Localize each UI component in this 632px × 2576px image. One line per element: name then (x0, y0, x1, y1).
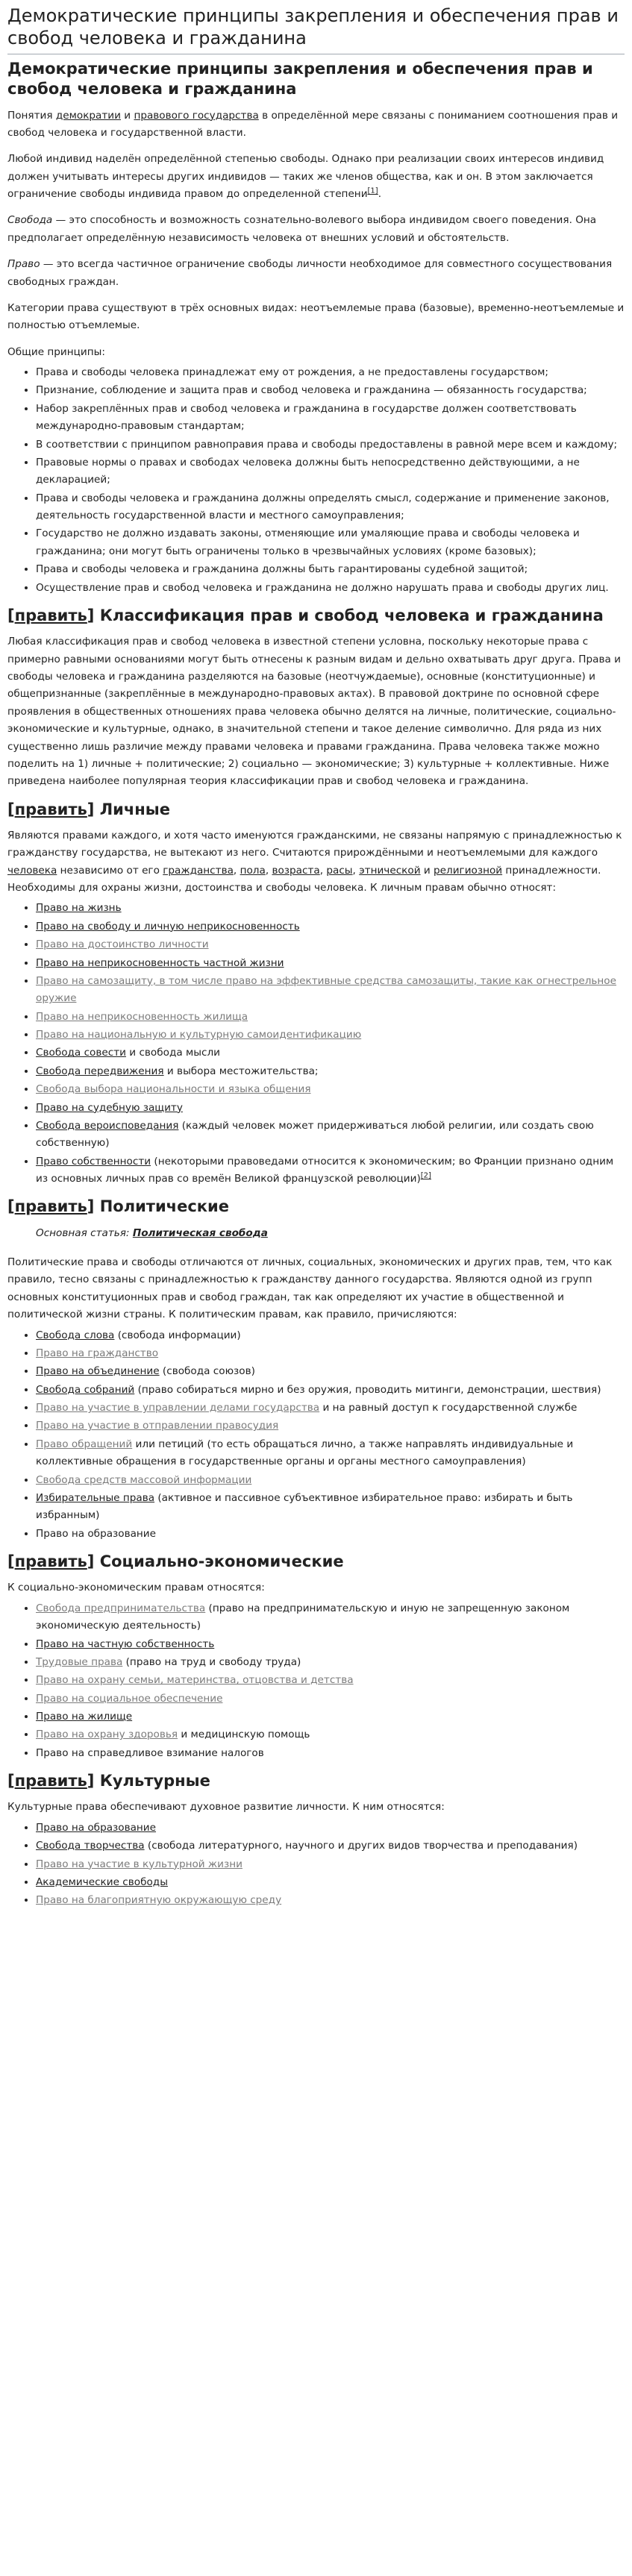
classification-heading (7, 606, 625, 626)
list-item (36, 1009, 625, 1026)
list-item-link[interactable]: Право на объединение (36, 1365, 160, 1378)
list-item-text: и медицинскую помощь (178, 1729, 310, 1741)
text: Являются правами каждого, и хотя часто именуются гражданскими, не связаны напрямую с принадлежностью к гражданству государства, не вытекают из него. Считаются прирождёнными и неотъемлемыми для каждого (7, 829, 622, 859)
heading-text: Классификация прав и свобод человека и гражданина (99, 606, 604, 624)
term-freedom: Свобода (7, 214, 53, 227)
reference-link-1[interactable]: [1] (367, 187, 378, 195)
list-item: • Признание, соблюдение и защита прав и свобод человека и гражданина — обязанность государства; (36, 382, 625, 399)
text: Любой индивид наделён определённой степенью свободы. Однако при реализации своих интересов индивид должен учитывать интересы других индивидов — таких же членов общества, как и он. В этом заключается ограничение свободы индивида правом до определенной степени (7, 153, 604, 201)
text: , (319, 864, 327, 877)
bracket: [ (7, 1552, 15, 1571)
heading-text: Социально-экономические (99, 1552, 344, 1571)
list-item: • В соответствии с принципом равноправия права и свободы предоставлены в равной мере всем и каждому; (36, 436, 625, 454)
list-item (36, 1081, 625, 1098)
list-item (36, 1400, 625, 1417)
text: , (265, 864, 272, 877)
list-item (36, 1382, 625, 1399)
link-political-freedom[interactable]: Политическая свобода (132, 1226, 268, 1239)
principles-list (7, 364, 625, 597)
bracket: [ (7, 606, 15, 624)
page-title: Демократические принципы закрепления и обеспечения прав и свобод человека и гражданина (7, 4, 625, 54)
list-item-link[interactable]: Право на достоинство личности (36, 938, 209, 951)
text: — это всегда частичное ограничение свободы личности необходимое для совместного сосуществования свободных граждан. (7, 258, 613, 288)
list-item-text: (активное и пассивное субъективное избирательное право: избирать и быть избранным) (36, 1491, 573, 1522)
list-item (36, 1708, 625, 1726)
list-item-link[interactable]: Право на благоприятную окружающую среду (36, 1894, 282, 1907)
text: независимо от его (57, 864, 163, 877)
list-item-link[interactable]: Право на участие в управлении делами государства (36, 1402, 320, 1414)
political-heading (7, 1197, 625, 1217)
intro-paragraph-2 (7, 151, 625, 203)
reference-link[interactable]: [2] (420, 1171, 431, 1180)
list-item (36, 1600, 625, 1635)
list-item: • Права и свободы человека и гражданина должны быть гарантированы судебной защитой; (36, 561, 625, 578)
list-item-text: (свобода информации) (114, 1329, 241, 1341)
list-item-link[interactable]: Право на жизнь (36, 902, 122, 915)
link-human[interactable]: человека (7, 864, 57, 877)
list-item (36, 1327, 625, 1344)
classification-paragraph: Любая классификация прав и свобод человека в известной степени условна, поскольку некоторые права с примерно равными основаниями могут быть отнесены к разным видам и дельно охватывать друг друга. Права и свободы человека и гражданина разделяются на базовые (неотчуждаемые), основные (конституционные) и общепризнанные (закреплённые в международно-правовых актах). В правовой доктрине по основной сфере проявления в общественных отношениях права человека обычно делятся на личные, политические, социально-экономические и культурные, однако, в значительной степени и такое деление символично. Для ряда из них существенно лишь различие между правами человека и правами гражданина. Права человека также можно поделить на 1) личные + политические; 2) социально — экономические; 3) культурные + коллективные. Ниже приведена наиболее популярная теория классификации прав и свобод человека и гражданина. (7, 636, 621, 788)
personal-paragraph (7, 827, 625, 897)
list-item-link[interactable]: Право на судебную защиту (36, 1101, 183, 1114)
bracket: [ (7, 800, 15, 818)
list-item (36, 1690, 625, 1708)
list-item (36, 1654, 625, 1671)
list-item (36, 900, 625, 917)
text: принадлежности. Необходимы для охраны жизни, достоинства и свободы человека. К личным правам обычно относят: (7, 864, 601, 894)
list-item-text: (право на предпринимательскую и иную не запрещенную законом экономическую деятельность) (36, 1602, 570, 1632)
list-item-link[interactable]: Право на охрану здоровья (36, 1729, 178, 1741)
text: и (420, 864, 434, 877)
list-item-text: Право на образование (36, 1527, 157, 1540)
list-item (36, 1726, 625, 1743)
list-item-link[interactable]: Право обращений (36, 1438, 133, 1450)
bracket: ] (87, 1197, 95, 1216)
intro-paragraph-4 (7, 256, 625, 291)
edit-link[interactable]: править (14, 1772, 87, 1790)
socioeconomic-heading (7, 1552, 625, 1572)
list-item-link[interactable]: Право на участие в культурной жизни (36, 1858, 243, 1870)
list-item-text: Право на справедливое взимание налогов (36, 1746, 264, 1759)
text: и (120, 109, 134, 122)
bracket: [ (7, 1772, 15, 1790)
list-item (36, 1672, 625, 1689)
list-item-text: (свобода литературного, научного и других видов творчества и преподавания) (144, 1840, 578, 1852)
heading-text: Политические (99, 1197, 230, 1216)
list-item (36, 1820, 625, 1837)
text: — это способность и возможность сознательно-волевого выбора индивидом своего поведения. Она предполагает определённую независимость человека от внешних условий и обстоятельств. (7, 214, 597, 244)
bracket: ] (87, 1552, 95, 1571)
hatnote (7, 1225, 625, 1242)
hatnote-prefix: Основная статья: (36, 1226, 133, 1239)
heading-text: Личные (99, 800, 171, 818)
link-sex[interactable]: пола (240, 864, 266, 877)
bracket: ] (87, 606, 95, 624)
list-item-link[interactable]: Право на самозащиту, в том числе право на эффективные средства самозащиты, такие как огнестрельное оружие (36, 974, 616, 1005)
edit-link[interactable]: править (14, 800, 87, 818)
edit-link[interactable]: править (14, 606, 87, 624)
intro-paragraph-5: Категории права существуют в трёх основных видах: неотъемлемые права (базовые), временно-неотъемлемые и полностью отъемлемые. (7, 301, 625, 332)
text: в определённой мере связаны с пониманием соотношения прав и свобод человека и государственной власти. (7, 109, 619, 139)
list-item-link[interactable]: Свобода собраний (36, 1383, 135, 1396)
list-item-text: (некоторыми правоведами относится к экономическим; во Франции признано одним из основных личных прав со времён Великой французской революции) (36, 1155, 614, 1185)
cultural-rights-list (7, 1820, 625, 1910)
list-item (36, 1837, 625, 1855)
list-item (36, 1027, 625, 1044)
list-item (36, 936, 625, 953)
intro-heading: Демократические принципы закрепления и обеспечения прав и свобод человека и гражданина (7, 60, 593, 98)
list-item-link[interactable]: Свобода творчества (36, 1840, 145, 1852)
list-item-link[interactable]: Право на образование (36, 1821, 157, 1834)
list-item-link[interactable]: Трудовые права (36, 1655, 123, 1668)
list-item: • Государство не должно издавать законы, отменяющие или умаляющие права и свободы человека и гражданина; они могут быть ограничены только в чрезвычайных условиях (кроме базовых); (36, 525, 625, 560)
list-item-link[interactable]: Право на жилище (36, 1711, 133, 1723)
list-item-link[interactable]: Избирательные права (36, 1491, 155, 1504)
edit-link[interactable]: править (14, 1197, 87, 1216)
list-item-text: (право собираться мирно и без оружия, проводить митинги, демонстрации, шествия) (134, 1383, 601, 1396)
list-item (36, 955, 625, 972)
list-item: • Правовые нормы о правах и свободах человека должны быть непосредственно действующими, а не декларацией; (36, 454, 625, 489)
link-citizenship[interactable]: гражданства (163, 864, 234, 877)
socioeconomic-paragraph: К социально-экономическим правам относятся: (7, 1582, 265, 1594)
list-item-link[interactable]: Свобода передвижения (36, 1065, 164, 1077)
list-item (36, 1417, 625, 1435)
link-democracy[interactable]: демократии (55, 109, 121, 122)
list-item: • Права и свободы человека принадлежат ему от рождения, а не предоставлены государством; (36, 364, 625, 381)
list-item (36, 1363, 625, 1380)
list-item: • Осуществление прав и свобод человека и гражданина не должно нарушать права и свободы других лиц. (36, 580, 625, 597)
intro-paragraph-6: Общие принципы: (7, 345, 105, 358)
list-item-text: (каждый человек может придерживаться любой религии, или создать свою собственную) (36, 1119, 594, 1150)
list-item-link[interactable]: Право на участие в отправлении правосудия (36, 1420, 279, 1432)
personal-heading (7, 800, 625, 820)
text: . (378, 188, 382, 201)
list-item (36, 1118, 625, 1153)
list-item-text: или петиций (то есть обращаться лично, а также направлять индивидуальные и коллективные обращения в государственные органы и органы местного самоуправления) (36, 1438, 574, 1468)
list-item: • Права и свободы человека и гражданина должны определять смысл, содержание и применение законов, деятельность государственной власти и местного самоуправления; (36, 490, 625, 525)
bracket: ] (87, 800, 95, 818)
list-item (36, 1436, 625, 1471)
list-item-link[interactable]: Свобода совести (36, 1047, 126, 1059)
list-item (36, 918, 625, 936)
list-item-link[interactable]: Право на неприкосновенность жилища (36, 1010, 248, 1023)
list-item (36, 1892, 625, 1909)
list-item (36, 1153, 625, 1188)
list-item (36, 1745, 625, 1762)
list-item-link[interactable]: Свобода предпринимательства (36, 1602, 206, 1614)
edit-link[interactable]: править (14, 1552, 87, 1571)
political-rights-list (7, 1327, 625, 1544)
list-item-link[interactable]: Право на социальное обеспечение (36, 1692, 223, 1705)
list-item-text: и свобода мысли (125, 1047, 220, 1059)
list-item-link[interactable]: Свобода средств массовой информации (36, 1473, 252, 1486)
heading-text: Культурные (99, 1772, 210, 1790)
term-right: Право (7, 258, 40, 271)
cultural-paragraph: Культурные права обеспечивают духовное развитие личности. К ним относятся: (7, 1801, 445, 1814)
bracket: [ (7, 1197, 15, 1216)
link-race[interactable]: расы (326, 864, 353, 877)
list-item-link[interactable]: Свобода выбора национальности и языка общения (36, 1083, 311, 1096)
list-item (36, 1345, 625, 1362)
list-item (36, 973, 625, 1008)
list-item-link[interactable]: Право на свободу и личную неприкосновенность (36, 920, 300, 933)
link-religious[interactable]: религиозной (434, 864, 503, 877)
list-item (36, 1636, 625, 1653)
link-age[interactable]: возраста (272, 864, 320, 877)
list-item-text: (право на труд и свободу труда) (122, 1655, 301, 1668)
list-item-link[interactable]: Право на частную собственность (36, 1638, 215, 1650)
text: , (352, 864, 360, 877)
list-item-text: и выбора местожительства; (163, 1065, 319, 1077)
list-item-link[interactable]: Академические свободы (36, 1875, 168, 1888)
list-item (36, 1526, 625, 1543)
intro-paragraph-3 (7, 212, 625, 247)
list-item (36, 1100, 625, 1117)
list-item (36, 1856, 625, 1873)
personal-rights-list (7, 900, 625, 1188)
intro-paragraph-1 (7, 107, 625, 142)
bracket: ] (87, 1772, 95, 1790)
list-item-link[interactable]: Свобода слова (36, 1329, 115, 1341)
text: Понятия (7, 109, 56, 122)
list-item (36, 1063, 625, 1080)
cultural-heading (7, 1771, 625, 1791)
list-item-link[interactable]: Право на гражданство (36, 1347, 159, 1359)
list-item (36, 1472, 625, 1489)
list-item-link[interactable]: Свобода вероисповедания (36, 1119, 179, 1132)
socioeconomic-rights-list (7, 1600, 625, 1762)
list-item (36, 1044, 625, 1062)
link-rule-of-law-state[interactable]: правового государства (134, 109, 259, 122)
list-item (36, 1490, 625, 1525)
list-item (36, 1874, 625, 1891)
political-paragraph: Политические права и свободы отличаются от личных, социальных, экономических и других прав, тем, что как правило, тесно связаны с принадлежностью к гражданству данного государства. Являются одной из групп основных конституционных прав и свобод граждан, так как определяют их участие в общественной и политической жизни страны. К политическим правам, как правило, причисляются: (7, 1256, 613, 1321)
list-item-link[interactable]: Право на национальную и культурную самоидентификацию (36, 1029, 362, 1041)
list-item-text: и на равный доступ к государственной службе (319, 1402, 578, 1414)
list-item: • Набор закреплённых прав и свобод человека и гражданина в государстве должен соответствовать международно-правовым стандартам; (36, 401, 625, 436)
text: , (233, 864, 240, 877)
list-item-link[interactable]: Право собственности (36, 1155, 151, 1168)
list-item-link[interactable]: Право на охрану семьи, материнства, отцовства и детства (36, 1674, 354, 1687)
list-item-text: (свобода союзов) (159, 1365, 255, 1378)
list-item-link[interactable]: Право на неприкосновенность частной жизни (36, 956, 284, 969)
link-ethnic[interactable]: этнической (359, 864, 421, 877)
